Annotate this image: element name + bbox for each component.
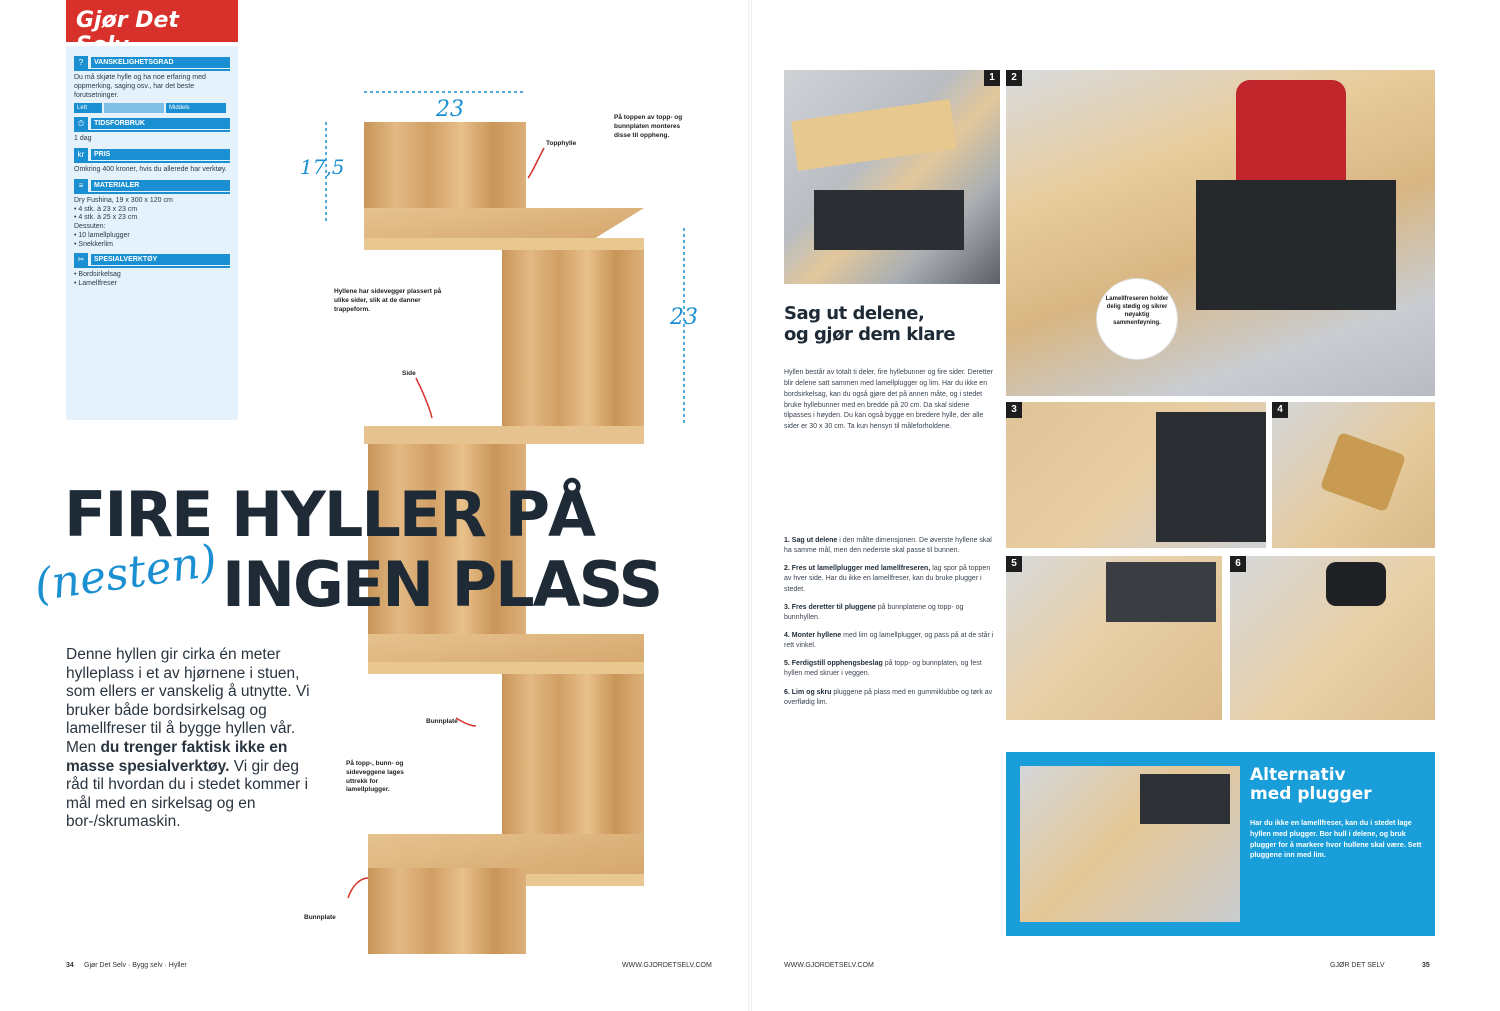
drill-shape: [1106, 562, 1216, 622]
clock-icon: ⏱: [74, 117, 88, 130]
step-number: 4: [1272, 402, 1288, 418]
sidebar-intro: Du må skjøte hylle og ha noe erfaring med oppmerking, saging osv., har det beste forutsetninger.: [74, 74, 206, 99]
dim-height-mid: 23: [670, 305, 698, 330]
step-photo-4: [1272, 402, 1435, 548]
time-text: 1 dag: [74, 135, 92, 143]
folio-right: GJØR DET SELV: [1330, 962, 1385, 969]
alt-title-line-1: Alternativ: [1250, 765, 1346, 785]
web-right: WWW.GJORDETSELV.COM: [784, 962, 874, 969]
freser-base-shape: [1196, 180, 1396, 310]
folio-left: Gjør Det Selv · Bygg selv · Hyller: [84, 962, 187, 969]
headline-line-2: INGEN PLASS: [222, 548, 662, 621]
spine: [748, 0, 752, 1011]
drill-shape: [1140, 774, 1230, 824]
section-kicker: Gjør Det: [66, 0, 238, 42]
sidebar-label: TIDSFORBRUK: [91, 118, 230, 129]
dim-width-top: 23: [436, 97, 464, 122]
intro-part-2: Vi gir deg råd til hvordan du i stedet kommer i mål med en sirkelsag og en bor-/skrumaskin.: [66, 757, 309, 831]
step-number: 6: [1230, 556, 1246, 572]
list-item: [784, 536, 994, 556]
step-text: på topp- og bunnplaten, og fest hyllen med skruer i veggen.: [784, 660, 982, 678]
intro-part-1: Denne hyllen gir cirka én meter hylleplass i et av hjørnene i stuen, som ellers er vanskelig å utnytte. Vi bruker både bordsirkelsag og lamellfreser til å bygge hyllen vår. Men: [66, 646, 310, 756]
alt-text: Har du ikke en lamellfreser, kan du i stedet lage hyllen med plugger. Bor hull i delene, og bruk plugger for å markere hvor hullene skal være. Sett pluggene inn med lim.: [1250, 818, 1422, 860]
tools-icon: ✂: [74, 253, 88, 266]
bottom-block: [368, 868, 526, 954]
step-title: 4. Monter hyllene: [784, 631, 842, 639]
step-photo-5: [1006, 556, 1222, 720]
step-text: pluggene på plass med en gummiklubbe og tørk av overflødig lim.: [784, 688, 993, 706]
label-side: Side: [402, 370, 416, 377]
list-item: [784, 631, 994, 651]
difficulty-scale: [74, 103, 230, 113]
board-shape: [791, 99, 956, 171]
page-number-left: 34: [66, 962, 74, 969]
list-item: [784, 688, 994, 708]
note-sides: Hyllene har sidevegger plassert på ulike sider, slik at de danner trappeform.: [334, 288, 442, 313]
scale-medium: Middels: [166, 103, 226, 113]
scale-easy: Lett: [74, 103, 102, 113]
shelf-3-front-edge: [368, 662, 644, 674]
list-item: [784, 603, 994, 623]
step-number: 1: [984, 70, 1000, 86]
web-left: WWW.GJORDETSELV.COM: [622, 962, 712, 969]
sidebar-label: SPESIALVERKTØY: [91, 254, 230, 265]
block-shape: [1320, 432, 1406, 512]
price-text: Omkring 400 kroner, hvis du allerede har verktøy.: [74, 166, 227, 173]
step-photo-2: [1006, 70, 1435, 396]
label-topp: Topphylle: [546, 140, 577, 147]
headline-line-1: FIRE HYLLER PÅ: [64, 478, 594, 551]
side-1: [502, 250, 644, 426]
step-title: 2. Fres ut lamellplugger med lamellfreseren,: [784, 565, 931, 573]
sidebar-heading-price: [74, 148, 230, 163]
dim-height-top: 17,5: [300, 155, 345, 179]
sidebar-label: VANSKELIGHETSGRAD: [91, 57, 230, 68]
note-topp: På toppen av topp- og bunnplaten monteres disse til oppheng.: [614, 114, 683, 139]
shelf-1-back: [364, 122, 526, 208]
alt-title: [1250, 766, 1372, 804]
section-title-line-2: og gjør dem klare: [784, 323, 956, 345]
label-bottom-2: Bunnplate: [304, 914, 336, 921]
shelf-1-front-edge: [364, 238, 644, 250]
alt-photo: [1020, 766, 1240, 922]
label-bottom-1: Bunnplate: [426, 718, 458, 725]
callout-bubble: Lamellfreseren holder delig stødig og sikrer nøyaktig sammenføyning.: [1096, 278, 1178, 360]
step-photo-1: [784, 70, 1000, 284]
price-icon: kr: [74, 148, 88, 161]
difficulty-icon: ?: [74, 56, 88, 69]
tool-shape: [1156, 412, 1266, 542]
sidebar-heading-difficulty: [74, 56, 230, 71]
list-icon: ≡: [74, 179, 88, 192]
sidebar-heading-time: [74, 117, 230, 132]
intro-bold: du trenger faktisk ikke en masse spesialverktøy.: [66, 738, 288, 775]
sidebar-heading-tools: [74, 253, 230, 268]
tools-text: • Bordsirkelsag • Lamellfreser: [74, 271, 121, 287]
step-text: på bunnplatene og topp- og bunnhyllen.: [784, 603, 964, 621]
side-3: [502, 674, 644, 834]
step-title: 3. Fres deretter til pluggene: [784, 603, 876, 611]
step-text: i den målte dimensjonen. De øverste hyllene skal ha samme mål, men den nederste skal passe til bunnen.: [784, 537, 992, 555]
saw-shape: [814, 190, 964, 250]
step-title: 5. Ferdigstill opphengsbeslag: [784, 660, 883, 668]
list-item: [784, 659, 994, 679]
page-number-right: 35: [1422, 962, 1430, 969]
section-title: [784, 304, 955, 345]
step-title: 1. Sag ut delene: [784, 537, 838, 544]
headline-script: (nesten): [31, 535, 221, 612]
section-title-line-1: Sag ut delene,: [784, 303, 925, 324]
mallet-shape: [1326, 562, 1386, 606]
intro-text: [66, 646, 316, 832]
step-text: med lim og lamellplugger, og pass på at de står i rett vinkel.: [784, 631, 994, 650]
note-lamell: På topp-, bunn- og sideveggene lages uttrekk for lamellplugger.: [346, 760, 404, 794]
step-number: 5: [1006, 556, 1022, 572]
sidebar-label: MATERIALER: [91, 180, 230, 191]
step-text: lag spor på toppen av hver side. Har du ikke en lamellfreser, kan du bruke plugger i stedet.: [784, 565, 991, 593]
step-photo-6: [1230, 556, 1435, 720]
sidebar-heading-materials: [74, 179, 230, 194]
step-number: 3: [1006, 402, 1022, 418]
step-title: 6. Lim og skru: [784, 688, 832, 696]
materials-text: Dry Fushina, 19 x 300 x 120 cm • 4 stk. à 23 x 23 cm • 4 stk. à 25 x 23 cm Dessuten: • 10 lamellplugger • Snekkerlim: [74, 196, 173, 248]
sidebar-label: PRIS: [91, 149, 230, 160]
steps-list: [784, 536, 994, 716]
list-item: [784, 564, 994, 594]
step-number: 2: [1006, 70, 1022, 86]
alt-title-line-2: med plugger: [1250, 784, 1372, 805]
scale-mid: [104, 103, 164, 113]
section-body: Hyllen består av totalt ti deler, fire hyllebunner og fire sider. Deretter blir delene satt sammen med lamellplugger og lim. Har du ikke en bordsirkelsag, kan du også gjøre det på annen måte, og i stedet bruke hyllebunner med en bredde på 20 cm. Da skal sidene tilpasses i høyden. Du kan også bygge en bredere hylle, der alle sider er 30 x 30 cm. Ta kun hensyn til måleforholdene.: [784, 369, 993, 431]
shelf-2-board: [364, 426, 644, 444]
step-photo-3: [1006, 402, 1266, 548]
info-sidebar: [66, 46, 238, 420]
